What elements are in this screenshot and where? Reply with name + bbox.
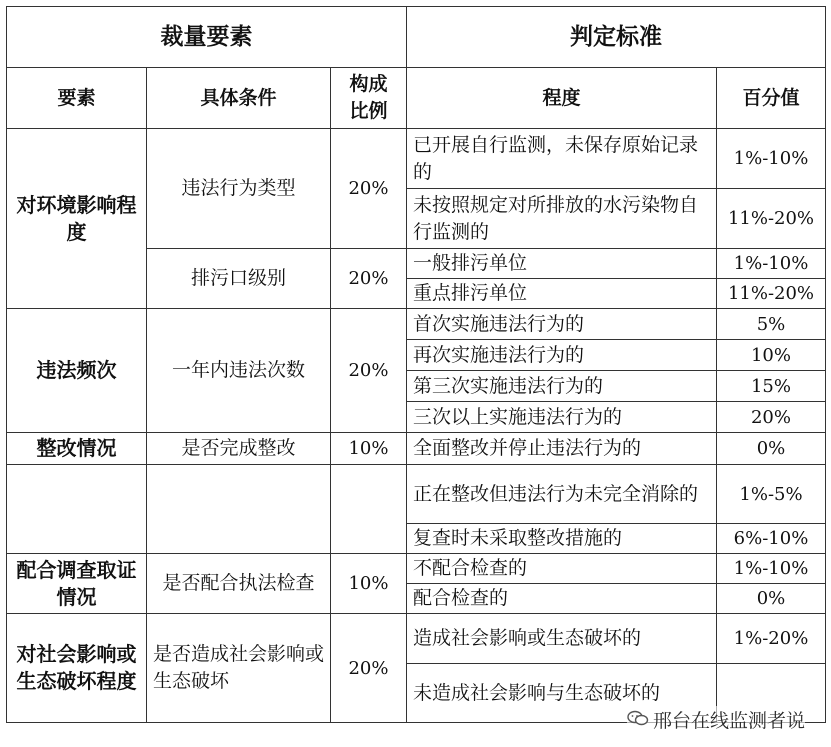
- col-degree-header: 程度: [407, 68, 717, 129]
- cond-annual-count: 一年内违法次数: [147, 309, 331, 433]
- factor-rectification: 整改情况: [7, 433, 147, 465]
- percent-cell: 10%: [717, 340, 826, 371]
- cond-violation-type: 违法行为类型: [147, 129, 331, 249]
- degree-cell: 一般排污单位: [407, 249, 717, 279]
- percent-cell: 5%: [717, 309, 826, 340]
- degree-cell: 第三次实施违法行为的: [407, 371, 717, 402]
- degree-cell: 未造成社会影响与生态破坏的: [407, 664, 717, 723]
- percent-cell: 20%: [717, 402, 826, 433]
- degree-cell: 首次实施违法行为的: [407, 309, 717, 340]
- empty-condition-cell: [147, 465, 331, 554]
- ratio-frequency: 20%: [331, 309, 407, 433]
- factor-frequency: 违法频次: [7, 309, 147, 433]
- percent-cell: 0%: [717, 584, 826, 614]
- ratio-violation-type: 20%: [331, 129, 407, 249]
- ratio-outlet-level: 20%: [331, 249, 407, 309]
- percent-cell: 11%-20%: [717, 279, 826, 309]
- col-percent-header: 百分值: [717, 68, 826, 129]
- degree-cell: 不配合检查的: [407, 554, 717, 584]
- degree-cell: 复查时未采取整改措施的: [407, 524, 717, 554]
- header-right-title: 判定标准: [407, 7, 826, 68]
- percent-cell: 6%-10%: [717, 524, 826, 554]
- col-ratio-header: 构成比例: [331, 68, 407, 129]
- degree-cell: 未按照规定对所排放的水污染物自行监测的: [407, 189, 717, 249]
- discretion-table: [6, 6, 826, 723]
- watermark: [627, 706, 805, 733]
- percent-cell: 15%: [717, 371, 826, 402]
- percent-cell: 1%-10%: [717, 554, 826, 584]
- factor-cooperation: 配合调查取证情况: [7, 554, 147, 614]
- percent-cell: 1%-5%: [717, 465, 826, 524]
- table-page: [6, 6, 825, 741]
- percent-cell: 1%-20%: [717, 614, 826, 664]
- degree-cell: 造成社会影响或生态破坏的: [407, 614, 717, 664]
- factor-env-impact: 对环境影响程度: [7, 129, 147, 309]
- degree-cell: 重点排污单位: [407, 279, 717, 309]
- degree-cell: 已开展自行监测，未保存原始记录的: [407, 129, 717, 189]
- percent-cell: 1%-10%: [717, 129, 826, 189]
- ratio-social-impact: 20%: [331, 614, 407, 723]
- wechat-icon: [627, 709, 649, 731]
- col-factor-header: 要素: [7, 68, 147, 129]
- degree-cell: 全面整改并停止违法行为的: [407, 433, 717, 465]
- degree-cell: 三次以上实施违法行为的: [407, 402, 717, 433]
- col-condition-header: 具体条件: [147, 68, 331, 129]
- empty-factor-cell: [7, 465, 147, 554]
- factor-social-impact: 对社会影响或生态破坏程度: [7, 614, 147, 723]
- degree-cell: 配合检查的: [407, 584, 717, 614]
- empty-ratio-cell: [331, 465, 407, 554]
- cond-rectification: 是否完成整改: [147, 433, 331, 465]
- ratio-cooperation: 10%: [331, 554, 407, 614]
- degree-cell: 再次实施违法行为的: [407, 340, 717, 371]
- header-left-title: 裁量要素: [7, 7, 407, 68]
- cond-cooperation: 是否配合执法检查: [147, 554, 331, 614]
- percent-cell: 11%-20%: [717, 189, 826, 249]
- ratio-rectification: 10%: [331, 433, 407, 465]
- degree-cell: 正在整改但违法行为未完全消除的: [407, 465, 717, 524]
- cond-outlet-level: 排污口级别: [147, 249, 331, 309]
- cond-social-impact: 是否造成社会影响或生态破坏: [147, 614, 331, 723]
- watermark-text: 邢台在线监测者说: [652, 710, 805, 732]
- percent-cell: 1%-10%: [717, 249, 826, 279]
- percent-cell: 0%: [717, 433, 826, 465]
